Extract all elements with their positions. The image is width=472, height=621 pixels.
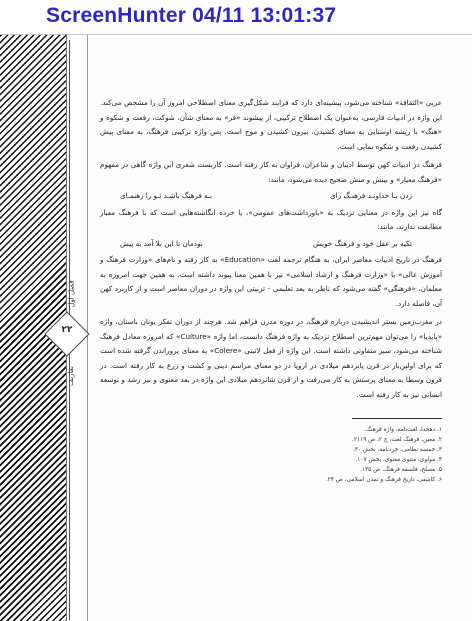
verse-1-left: بـه فرهنگ باشـد تـو را رهنمـای — [120, 191, 213, 200]
footnote-rule — [352, 418, 442, 419]
footnote-3: ۳. خمسه نظامی، خردنامه، بخش ۳۰. — [353, 447, 442, 453]
paragraph-3: گاه نیز این واژه در معنایی نزدیک به «باورداشت‌های عمومی»، یا خرده انگاشته‌هایی است که با فرهنگ معیار مطابقت ندارند، مانند: — [100, 207, 442, 231]
running-head-chapter: فصل اول — [67, 280, 76, 308]
screenhunter-watermark-text: ScreenHunter 04/11 13:01:37 — [46, 4, 337, 27]
paragraph-1: عربی «الثقافة» شناخته می‌شود، پیشینه‌ای دارد که فرایند شکل‌گیری معنای اصطلاحی امروز آن را مشخص می‌کند. این واژه در ادبیات فارسی، به‌عنوان یک اصطلاح ترکیبی، از پیشوند «فر» به معنای شأن، شوکت، رفعت و شکوه و «هنگ» با ریشه اوستایی به معنای کشیدن، بیرون کشیدن و موج است. پس واژه ترکیبی فرهنگ، به معنای پیش کشیدن رفعت و شکوه نمایی است. — [100, 98, 442, 151]
footnote-2: ۲. معین، فرهنگ لغت، ج ۲، ص ۲۱۱۹. — [352, 437, 442, 443]
verse-2-left: بودمان تا این بلا آمد به پیش — [120, 238, 203, 248]
page-number: ۲۲ — [61, 325, 73, 335]
paragraph-2: فرهنگ در ادبیات کهن توسط ادیبان و شاعران، فراوان به کار رفته است. کاربست شعری این واژه گاهی در مفهوم «فرهنگ معیار» و بینش و منش صحیح دیده می‌شود، مانند: — [100, 160, 442, 184]
footnote-1: ۱. دهخدا، لغت‌نامه، واژه فرهنگ. — [363, 427, 442, 433]
page-body — [100, 96, 442, 485]
screenhunter-watermark-bar — [0, 0, 472, 35]
paragraph-5: در مغرب‌زمین بستر اندیشیدن درباره فرهنگ، در دوره مدرن فراهم شد. هرچند از دوران تفکر یونان باستان، واژه «پایدیا» را می‌توان مهم‌ترین اصطلاح نزدیک به واژه فرهنگ دانست، اما واژه «Culture» که امروزه معادل فرهنگ شناخته می‌شود، سیر متفاوتی داشته است. این واژه از فعل لاتینی «Colere» به معنای پروراندن گرفته شده است که برای اولین‌بار در قرن پانزدهم میلادی در اروپا در دو معنای مراسم دینی و کشت و زرع به کار رفته است. در قرون وسطا به معنای پرستش به کار می‌رفت و از قرن شانزدهم میلادی این واژه در بعد معنوی و نیز رشد و توسعه انسانی نیز به کار رفته است. — [100, 317, 442, 399]
verse-2 — [100, 237, 442, 252]
verse-2-right: تکیه بر عقل خود و فرهنگ خویش — [313, 238, 412, 248]
running-head-section: تعاریف — [67, 365, 76, 387]
footnote-5: ۵. مصلح، فلسفه فرهنگ، ص ۱۳۵. — [360, 467, 442, 473]
verse-1-right: زدن بـا خداونـد فرهنـگ رای — [330, 191, 412, 200]
verse-1 — [100, 189, 442, 204]
footnote-4: ۴. مولوی، مثنوی معنوی، بخش ۱۰۷. — [355, 457, 442, 463]
footnote-6: ۶. کاشفی، تاریخ فرهنگ و تمدن اسلامی، ص ۲۴. — [325, 477, 442, 483]
paragraph-4: فرهنگ در تاریخ ادبیات معاصر ایران، به هنگام ترجمه لغت «Education» به کار رفته و نام‌های «وزارت فرهنگ و آموزش عالی» یا «وزارت فرهنگ و ارشاد اسلامی» نیز با همین معنا پیوند داشته است. به همین جهت امروزه به معلمان، «فرهنگی» گفته می‌شود که ناظر به بعد تعلیمی - تربیتی این واژه در دوران معاصر است و از کاربرد کهن آن، فاصله دارد. — [100, 255, 442, 308]
